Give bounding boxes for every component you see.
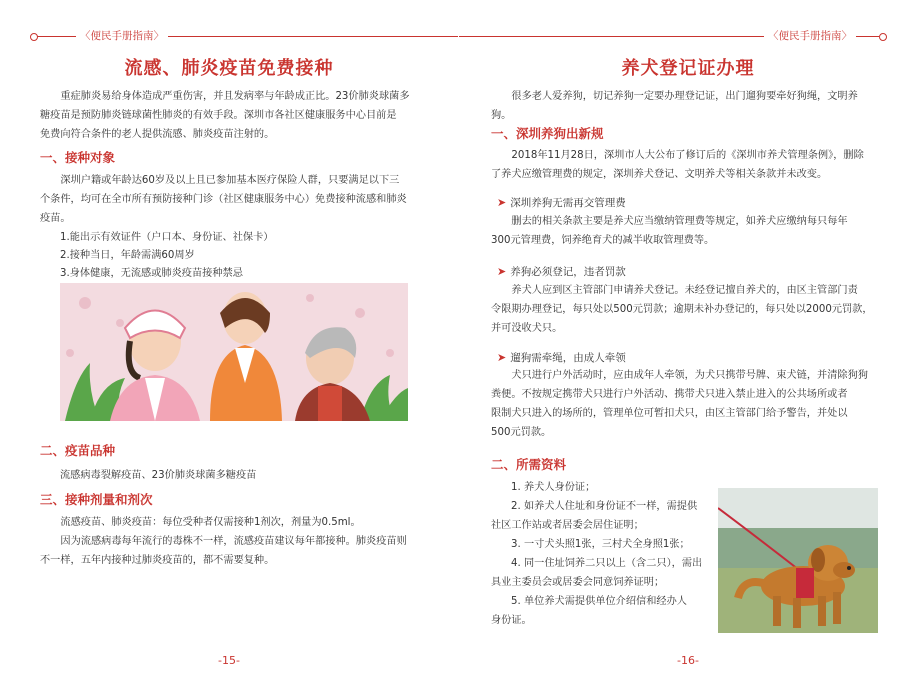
text-line: 了养犬应缴管理费的规定，深圳养犬登记、文明养犬等相关条款并未改变。 bbox=[491, 169, 828, 180]
page-title: 流感、肺炎疫苗免费接种 bbox=[124, 58, 334, 79]
arrow-icon: ➤ bbox=[497, 265, 507, 278]
text-line: 不一样，五年内接种过肺炎疫苗的，都不需要复种。 bbox=[40, 555, 275, 566]
subsection-heading: ➤ 养狗必须登记，违者罚款 bbox=[497, 265, 626, 278]
text-line: 狗。 bbox=[491, 110, 512, 121]
list-item: 具业主委员会或居委会同意饲养证明； bbox=[491, 577, 665, 588]
text-line: 免费向符合条件的老人提供流感、肺炎疫苗注射的。 bbox=[40, 129, 275, 140]
page-number: -15- bbox=[218, 654, 240, 667]
text-line: 很多老人爱养狗，切记养狗一定要办理登记证，出门遛狗要牵好狗绳，文明养 bbox=[511, 91, 858, 102]
section-heading: 二、所需资料 bbox=[491, 457, 567, 472]
arrow-icon: ➤ bbox=[497, 351, 507, 364]
requirements-list bbox=[491, 478, 721, 630]
subsection-paragraph bbox=[491, 212, 891, 250]
header-dot bbox=[30, 33, 38, 41]
dog-photo bbox=[718, 488, 878, 633]
text-line: 养犬人应到区主管部门申请养犬登记。未经登记擅自养犬的，由区主管部门责 bbox=[511, 285, 858, 296]
list-item: 1. 养犬人身份证； bbox=[511, 482, 596, 493]
arrow-icon: ➤ bbox=[497, 196, 507, 209]
subsection-paragraph bbox=[491, 281, 891, 338]
section-heading: 三、接种剂量和剂次 bbox=[40, 492, 153, 507]
list-item: 社区工作站或者居委会居住证明； bbox=[491, 520, 644, 531]
section-paragraph bbox=[491, 146, 891, 184]
subsection-heading: ➤ 深圳养狗无需再交管理费 bbox=[497, 196, 626, 209]
text-line: 犬只进行户外活动时，应由成年人牵领，为犬只携带号牌、束犬链，并清除狗狗 bbox=[511, 370, 868, 381]
list-item: 2. 如养犬人住址和身份证不一样，需提供 bbox=[511, 501, 698, 512]
section-heading: 二、疫苗品种 bbox=[40, 443, 116, 458]
text-line: 流感疫苗、肺炎疫苗：每位受种者仅需接种1剂次，剂量为0.5ml。 bbox=[60, 517, 361, 528]
text-line: 流感病毒裂解疫苗、23价肺炎球菌多糖疫苗 bbox=[60, 470, 257, 481]
list-item: 3. 一寸犬头照1张，三村犬全身照1张； bbox=[511, 539, 690, 550]
text-line: 500元罚款。 bbox=[491, 427, 552, 438]
text-line: 因为流感病毒每年流行的毒株不一样，流感疫苗建议每年都接种。肺炎疫苗则 bbox=[60, 536, 407, 547]
vaccination-illustration bbox=[60, 283, 408, 421]
section-paragraph bbox=[40, 513, 432, 570]
page-number: -16- bbox=[677, 654, 699, 667]
header-dot bbox=[879, 33, 887, 41]
text-line: 删去的相关条款主要是养犬应当缴纳管理费等规定，如养犬应缴纳每只每年 bbox=[511, 216, 848, 227]
text-line: 糖疫苗是预防肺炎链球菌性肺炎的有效手段。深圳市各社区健康服务中心目前是 bbox=[40, 110, 397, 121]
text-line: 个条件，均可在全市所有预防接种门诊（社区健康服务中心）免费接种流感和肺炎 bbox=[40, 194, 407, 205]
list-item: 3.身体健康，无流感或肺炎疫苗接种禁忌 bbox=[60, 268, 243, 279]
text-line: 疫苗。 bbox=[40, 213, 71, 224]
text-line: 深圳户籍或年龄达60岁及以上且已参加基本医疗保险人群，只要满足以下三 bbox=[60, 175, 400, 186]
text-line: 限制犬只进入的场所的，管理单位可暂扣犬只，由区主管部门给予警告，并处以 bbox=[491, 408, 848, 419]
text-line: 并可没收犬只。 bbox=[491, 323, 563, 334]
section-heading: 一、深圳养狗出新规 bbox=[491, 126, 604, 141]
list-item: 1.能出示有效证件（户口本、身份证、社保卡） bbox=[60, 232, 274, 243]
subsection-paragraph bbox=[491, 366, 891, 442]
list-item: 5. 单位养犬需提供单位介绍信和经办人 bbox=[511, 596, 687, 607]
header-tag: 〈便民手册指南〉 bbox=[764, 29, 856, 43]
left-page bbox=[0, 0, 458, 690]
intro-paragraph bbox=[491, 87, 886, 125]
list-item: 4. 同一住址饲养二只以上（含二只），需出 bbox=[511, 558, 703, 569]
text-line: 令限期办理登记，每只处以500元罚款；逾期未补办登记的，每只处以2000元罚款， bbox=[491, 304, 873, 315]
page-title: 养犬登记证办理 bbox=[621, 58, 755, 79]
section-paragraph bbox=[40, 171, 430, 228]
text-line: 粪便。不按规定携带犬只进行户外活动、携带犬只进入禁止进入的公共场所或者 bbox=[491, 389, 848, 400]
intro-paragraph bbox=[40, 87, 428, 144]
subsection-heading: ➤ 遛狗需牵绳，由成人牵领 bbox=[497, 351, 626, 364]
text-line: 300元管理费，饲养绝育犬的减半收取管理费等。 bbox=[491, 235, 715, 246]
section-heading: 一、接种对象 bbox=[40, 150, 116, 165]
text-line: 2018年11月28日，深圳市人大公布了修订后的《深圳市养犬管理条例》，删除 bbox=[511, 150, 864, 161]
list-item: 2.接种当日，年龄需满60周岁 bbox=[60, 250, 195, 261]
text-line: 重症肺炎易给身体造成严重伤害，并且发病率与年龄成正比。23价肺炎球菌多 bbox=[60, 91, 410, 102]
list-item: 身份证。 bbox=[491, 615, 532, 626]
header-tag: 〈便民手册指南〉 bbox=[76, 29, 168, 43]
